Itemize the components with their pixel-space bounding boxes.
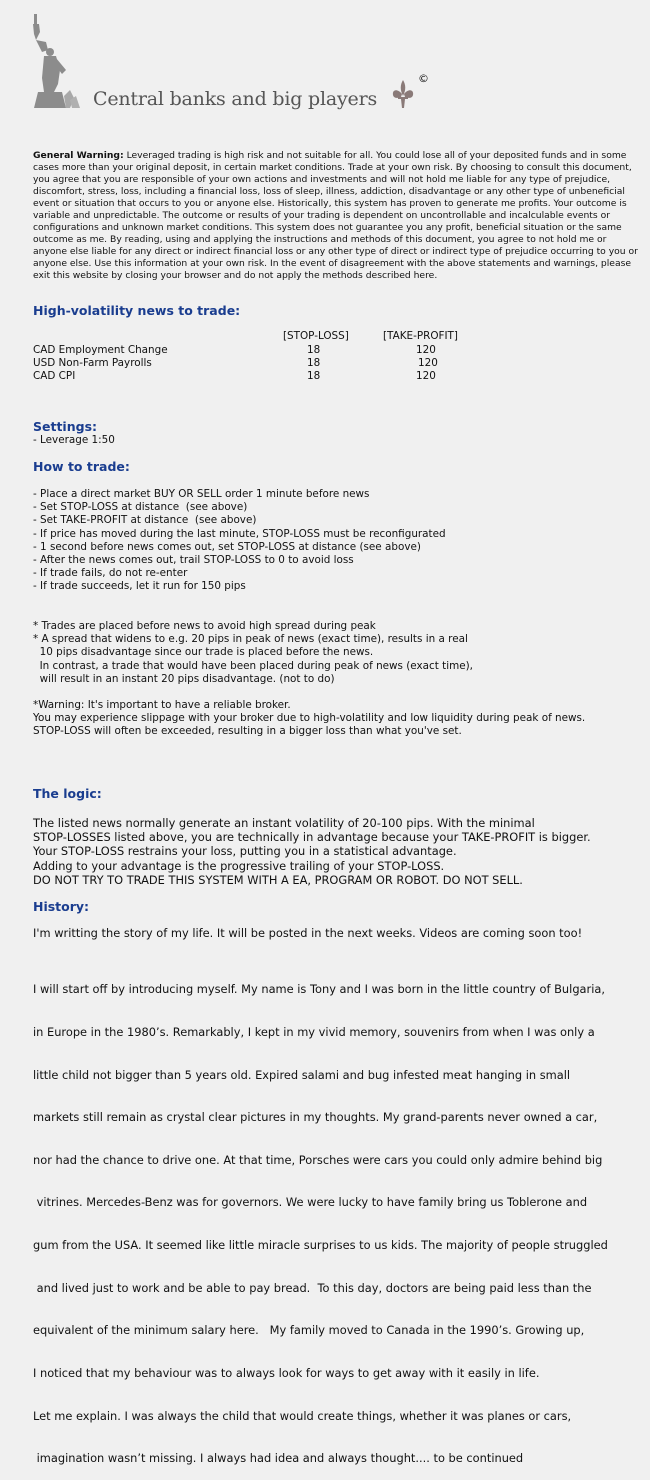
logic-line: STOP-LOSSES listed above, you are technically in advantage because your TAKE-PROFIT is bigger.: [33, 830, 591, 845]
site-header: [0, 0, 650, 130]
news-take: 120: [418, 357, 438, 369]
settings-leverage: [33, 434, 115, 447]
site-title: Central banks and big players: [93, 88, 377, 110]
news-row: [33, 370, 533, 383]
history-line: nor had the chance to drive one. At that time, Porsches were cars you could only admire behind big: [33, 1152, 603, 1167]
howto-note: will result in an instant 20 pips disadvantage. (not to do): [33, 672, 335, 685]
general-warning: [33, 150, 638, 282]
howto-step: - If price has moved during the last minute, STOP-LOSS must be reconfigurated: [33, 527, 446, 540]
logic-section-title: The logic:: [33, 786, 102, 801]
news-section-title: High-volatility news to trade:: [33, 303, 241, 318]
news-stop: 18: [307, 370, 321, 382]
history-line: equivalent of the minimum salary here. My family moved to Canada in the 1990’s. Growing up,: [33, 1323, 585, 1338]
logic-line: Your STOP-LOSS restrains your loss, putting you in a statistical advantage.: [33, 844, 457, 859]
howto-step: - Place a direct market BUY OR SELL order 1 minute before news: [33, 488, 370, 500]
warning-label: General Warning:: [33, 150, 124, 161]
broker-warning-line: You may experience slippage with your broker due to high-volatility and low liquidity during peak of news.: [33, 712, 586, 725]
history-line: imagination wasn’t missing. I always had idea and always thought.... to be continued: [33, 1451, 524, 1466]
howto-notes: [33, 620, 473, 686]
logic-text: [33, 816, 638, 887]
howto-step: - Set TAKE-PROFIT at distance (see above): [33, 514, 257, 527]
history-intro: [33, 926, 638, 940]
history-line: Let me explain. I was always the child that would create things, whether it was planes or cars,: [33, 1408, 572, 1423]
take-profit-header: [TAKE-PROFIT]: [383, 330, 458, 342]
news-name: CAD CPI: [33, 370, 76, 382]
history-line: little child not bigger than 5 years old. Expired salami and bug infested meat hanging in small: [33, 1067, 571, 1082]
howto-step: - After the news comes out, trail STOP-LOSS to 0 to avoid loss: [33, 554, 354, 567]
logic-line: DO NOT TRY TO TRADE THIS SYSTEM WITH A EA, PROGRAM OR ROBOT. DO NOT SELL.: [33, 872, 523, 887]
howto-step: - If trade fails, do not re-enter: [33, 567, 188, 580]
logic-line: Adding to your advantage is the progressive trailing of your STOP-LOSS.: [33, 858, 445, 873]
statue-of-liberty-icon: [30, 12, 82, 110]
history-line: markets still remain as crystal clear pictures in my thoughts. My grand-parents never owned a car,: [33, 1110, 598, 1125]
news-row: [33, 357, 533, 370]
news-take: 120: [416, 370, 436, 382]
history-line: gum from the USA. It seemed like little miracle surprises to us kids. The majority of people struggled: [33, 1238, 608, 1253]
leverage-text: - Leverage 1:50: [33, 434, 115, 446]
history-line: and lived just to work and be able to pay bread. To this day, doctors are being paid less than the: [33, 1280, 592, 1295]
broker-warning-line: *Warning: It's important to have a reliable broker.: [33, 699, 291, 711]
broker-warning: [33, 699, 585, 739]
howto-note: * Trades are placed before news to avoid high spread during peak: [33, 620, 376, 632]
history-story: [33, 954, 638, 1480]
history-line: I will start off by introducing myself. My name is Tony and I was born in the little country of Bulgaria,: [33, 982, 605, 997]
history-line: in Europe in the 1980’s. Remarkably, I kept in my vivid memory, souvenirs from when I was only a: [33, 1025, 595, 1040]
howto-step: - 1 second before news comes out, set STOP-LOSS at distance (see above): [33, 540, 421, 553]
howto-note: * A spread that widens to e.g. 20 pips in peak of news (exact time), results in a real: [33, 633, 468, 646]
logic-line: The listed news normally generate an instant volatility of 20-100 pips. With the minimal: [33, 816, 535, 830]
news-name: CAD Employment Change: [33, 344, 168, 356]
howto-note: 10 pips disadvantage since our trade is placed before the news.: [33, 646, 374, 659]
howto-note: In contrast, a trade that would have been placed during peak of news (exact time),: [33, 659, 473, 672]
howto-section-title: How to trade:: [33, 459, 130, 474]
news-take: 120: [416, 344, 436, 356]
howto-step: - Set STOP-LOSS at distance (see above): [33, 501, 248, 514]
howto-step: - If trade succeeds, let it run for 150 pips: [33, 580, 246, 593]
stop-loss-header: [STOP-LOSS]: [283, 330, 349, 342]
warning-text: Leveraged trading is high risk and not suitable for all. You could lose all of your deposited funds and in some cases more than your original deposit, in certain market conditions. Trade at your own risk. By choosing to consult this document, you agree that you are responsible of your own actions and investments and will not hold me liable for any type of prejudice, discomfort, stress, loss, including a financial loss, loss of sleep, illness, addiction, disadvantage or any other type of unbeneficial event or situation that occurs to you or anyone else. Historically, this system has proven to generate me profits. Your outcome is variable and unpredictable. The outcome or results of your trading is dependent on uncontrollable and incalculable events or configurations and unknown market conditions. This system does not guarantee you any profit, beneficial situation or the same outcome as me. By reading, using and applying the instructions and methods of this document, you agree to not hold me or anyone else liable for any direct or indirect financial loss or any other type of direct or indirect type of prejudice occurring to you or anyone else. Use this information at your own risk. In the event of disagreement with the above statements and warnings, please exit this website by closing your browser and do not apply the methods described here.: [33, 150, 638, 281]
howto-steps: [33, 488, 446, 594]
fleur-de-lis-icon: [392, 80, 414, 108]
copyright-symbol: ©: [418, 72, 429, 85]
news-stop: 18: [307, 344, 321, 356]
news-row: [33, 344, 533, 357]
history-intro-text: I'm writting the story of my life. It will be posted in the next weeks. Videos are coming soon too!: [33, 926, 583, 940]
settings-section-title: Settings:: [33, 419, 98, 434]
history-line: I noticed that my behaviour was to always look for ways to get away with it easily in life.: [33, 1365, 540, 1380]
history-line: vitrines. Mercedes-Benz was for governors. We were lucky to have family bring us Toblerone and: [33, 1195, 588, 1210]
news-name: USD Non-Farm Payrolls: [33, 357, 152, 369]
news-stop: 18: [307, 357, 321, 369]
history-section-title: History:: [33, 899, 90, 914]
broker-warning-line: STOP-LOSS will often be exceeded, resulting in a bigger loss than what you've set.: [33, 725, 462, 738]
